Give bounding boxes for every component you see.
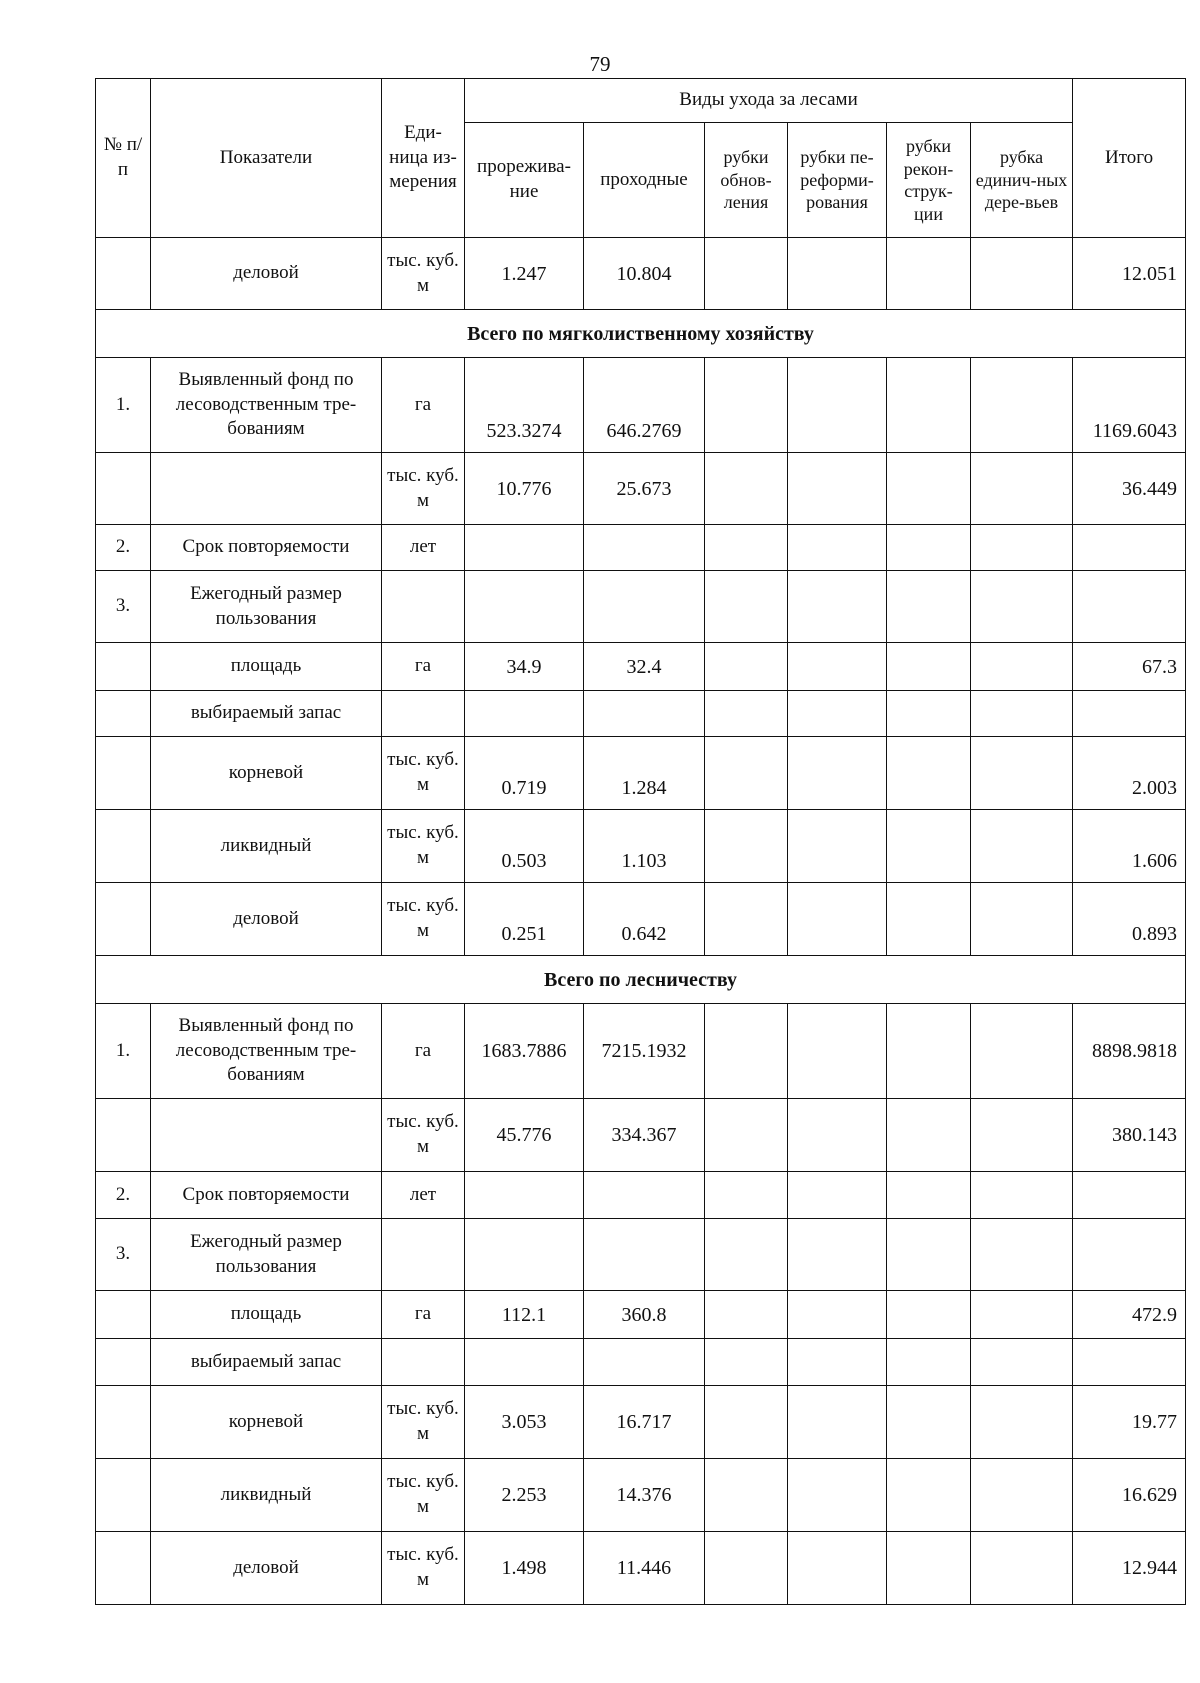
row-value: 10.776 (465, 453, 584, 525)
row-value: 1.103 (584, 810, 705, 883)
table-row (96, 1386, 1186, 1459)
row-total: 12.944 (1073, 1532, 1186, 1605)
row-value: 0.251 (465, 883, 584, 956)
row-total: 472.9 (1073, 1291, 1186, 1339)
header-passing: проходные (584, 123, 705, 238)
row-label: деловой (151, 1532, 382, 1605)
table-row (96, 643, 1186, 691)
table-row (96, 1099, 1186, 1172)
table-row (96, 1219, 1186, 1291)
forest-care-table (95, 78, 1186, 1605)
row-total: 16.629 (1073, 1459, 1186, 1532)
table-row (96, 453, 1186, 525)
row-total: 12.051 (1073, 238, 1186, 310)
header-unit: Еди-ница из-мерения (382, 79, 465, 238)
table-row (96, 883, 1186, 956)
table-row (96, 1459, 1186, 1532)
row-value: 1683.7886 (465, 1004, 584, 1099)
page-number: 79 (589, 52, 611, 76)
table-row (96, 691, 1186, 737)
header-reform: рубки пе-реформи-рования (788, 123, 887, 238)
row-num: 2. (96, 525, 151, 571)
row-value: 16.717 (584, 1386, 705, 1459)
row-unit: тыс. куб. м (382, 1532, 465, 1605)
row-total: 36.449 (1073, 453, 1186, 525)
section-title: Всего по лесничеству (96, 956, 1186, 1004)
row-value: 1.498 (465, 1532, 584, 1605)
row-label: Ежегодный размер пользования (151, 571, 382, 643)
row-total: 67.3 (1073, 643, 1186, 691)
row-value: 360.8 (584, 1291, 705, 1339)
row-unit: лет (382, 1172, 465, 1219)
table-row (96, 238, 1186, 310)
header-indicators: Показатели (151, 79, 382, 238)
table-row (96, 358, 1186, 453)
row-unit: лет (382, 525, 465, 571)
row-value: 334.367 (584, 1099, 705, 1172)
table-row (96, 1172, 1186, 1219)
row-value: 1.247 (465, 238, 584, 310)
row-value: 34.9 (465, 643, 584, 691)
row-value: 10.804 (584, 238, 705, 310)
row-unit: тыс. куб. м (382, 453, 465, 525)
row-label: выбираемый запас (151, 1339, 382, 1386)
row-value: 1.284 (584, 737, 705, 810)
row-unit: тыс. куб. м (382, 1459, 465, 1532)
row-value: 0.719 (465, 737, 584, 810)
row-unit: тыс. куб. м (382, 737, 465, 810)
row-value: 2.253 (465, 1459, 584, 1532)
table-row (96, 1291, 1186, 1339)
row-unit: га (382, 643, 465, 691)
row-unit: га (382, 358, 465, 453)
row-unit: га (382, 1004, 465, 1099)
row-unit: тыс. куб. м (382, 238, 465, 310)
row-label: корневой (151, 1386, 382, 1459)
row-label: деловой (151, 238, 382, 310)
row-unit: тыс. куб. м (382, 883, 465, 956)
row-value: 25.673 (584, 453, 705, 525)
row-value: 0.503 (465, 810, 584, 883)
row-total: 19.77 (1073, 1386, 1186, 1459)
row-value: 11.446 (584, 1532, 705, 1605)
header-reconstruction: рубки рекон-струк-ции (887, 123, 971, 238)
header-renewal: рубки обнов-ления (705, 123, 788, 238)
row-total: 8898.9818 (1073, 1004, 1186, 1099)
table-row (96, 571, 1186, 643)
section-title: Всего по мягколиственному хозяйству (96, 310, 1186, 358)
row-label: площадь (151, 643, 382, 691)
row-value: 646.2769 (584, 358, 705, 453)
header-single-trees: рубка единич-ных дере-вьев (971, 123, 1073, 238)
row-total: 1.606 (1073, 810, 1186, 883)
row-value: 523.3274 (465, 358, 584, 453)
table-row (96, 737, 1186, 810)
row-num: 1. (96, 1004, 151, 1099)
row-label: Выявленный фонд по лесоводственным тре-бованиям (151, 1004, 382, 1099)
row-unit: га (382, 1291, 465, 1339)
table-row (96, 1532, 1186, 1605)
row-label: ликвидный (151, 1459, 382, 1532)
row-num: 3. (96, 1219, 151, 1291)
row-total: 0.893 (1073, 883, 1186, 956)
row-unit: тыс. куб. м (382, 1386, 465, 1459)
row-unit: тыс. куб. м (382, 810, 465, 883)
table-row (96, 525, 1186, 571)
row-total: 2.003 (1073, 737, 1186, 810)
row-total: 380.143 (1073, 1099, 1186, 1172)
row-label: Срок повторяемости (151, 525, 382, 571)
header-num: № п/п (96, 79, 151, 238)
row-num: 3. (96, 571, 151, 643)
row-value: 32.4 (584, 643, 705, 691)
header-thinning: прорежива-ние (465, 123, 584, 238)
row-label: Ежегодный размер пользования (151, 1219, 382, 1291)
table-row (96, 810, 1186, 883)
row-num: 1. (96, 358, 151, 453)
row-value: 14.376 (584, 1459, 705, 1532)
row-value: 7215.1932 (584, 1004, 705, 1099)
row-label: площадь (151, 1291, 382, 1339)
row-unit: тыс. куб. м (382, 1099, 465, 1172)
row-label: корневой (151, 737, 382, 810)
row-total: 1169.6043 (1073, 358, 1186, 453)
row-label: Выявленный фонд по лесоводственным тре-бованиям (151, 358, 382, 453)
header-total: Итого (1073, 79, 1186, 238)
row-label: Срок повторяемости (151, 1172, 382, 1219)
row-num: 2. (96, 1172, 151, 1219)
row-value: 45.776 (465, 1099, 584, 1172)
row-label: деловой (151, 883, 382, 956)
row-value: 112.1 (465, 1291, 584, 1339)
table-row (96, 1339, 1186, 1386)
row-value: 0.642 (584, 883, 705, 956)
row-label: выбираемый запас (151, 691, 382, 737)
row-label: ликвидный (151, 810, 382, 883)
header-care-types: Виды ухода за лесами (465, 79, 1073, 123)
row-value: 3.053 (465, 1386, 584, 1459)
table-row (96, 1004, 1186, 1099)
